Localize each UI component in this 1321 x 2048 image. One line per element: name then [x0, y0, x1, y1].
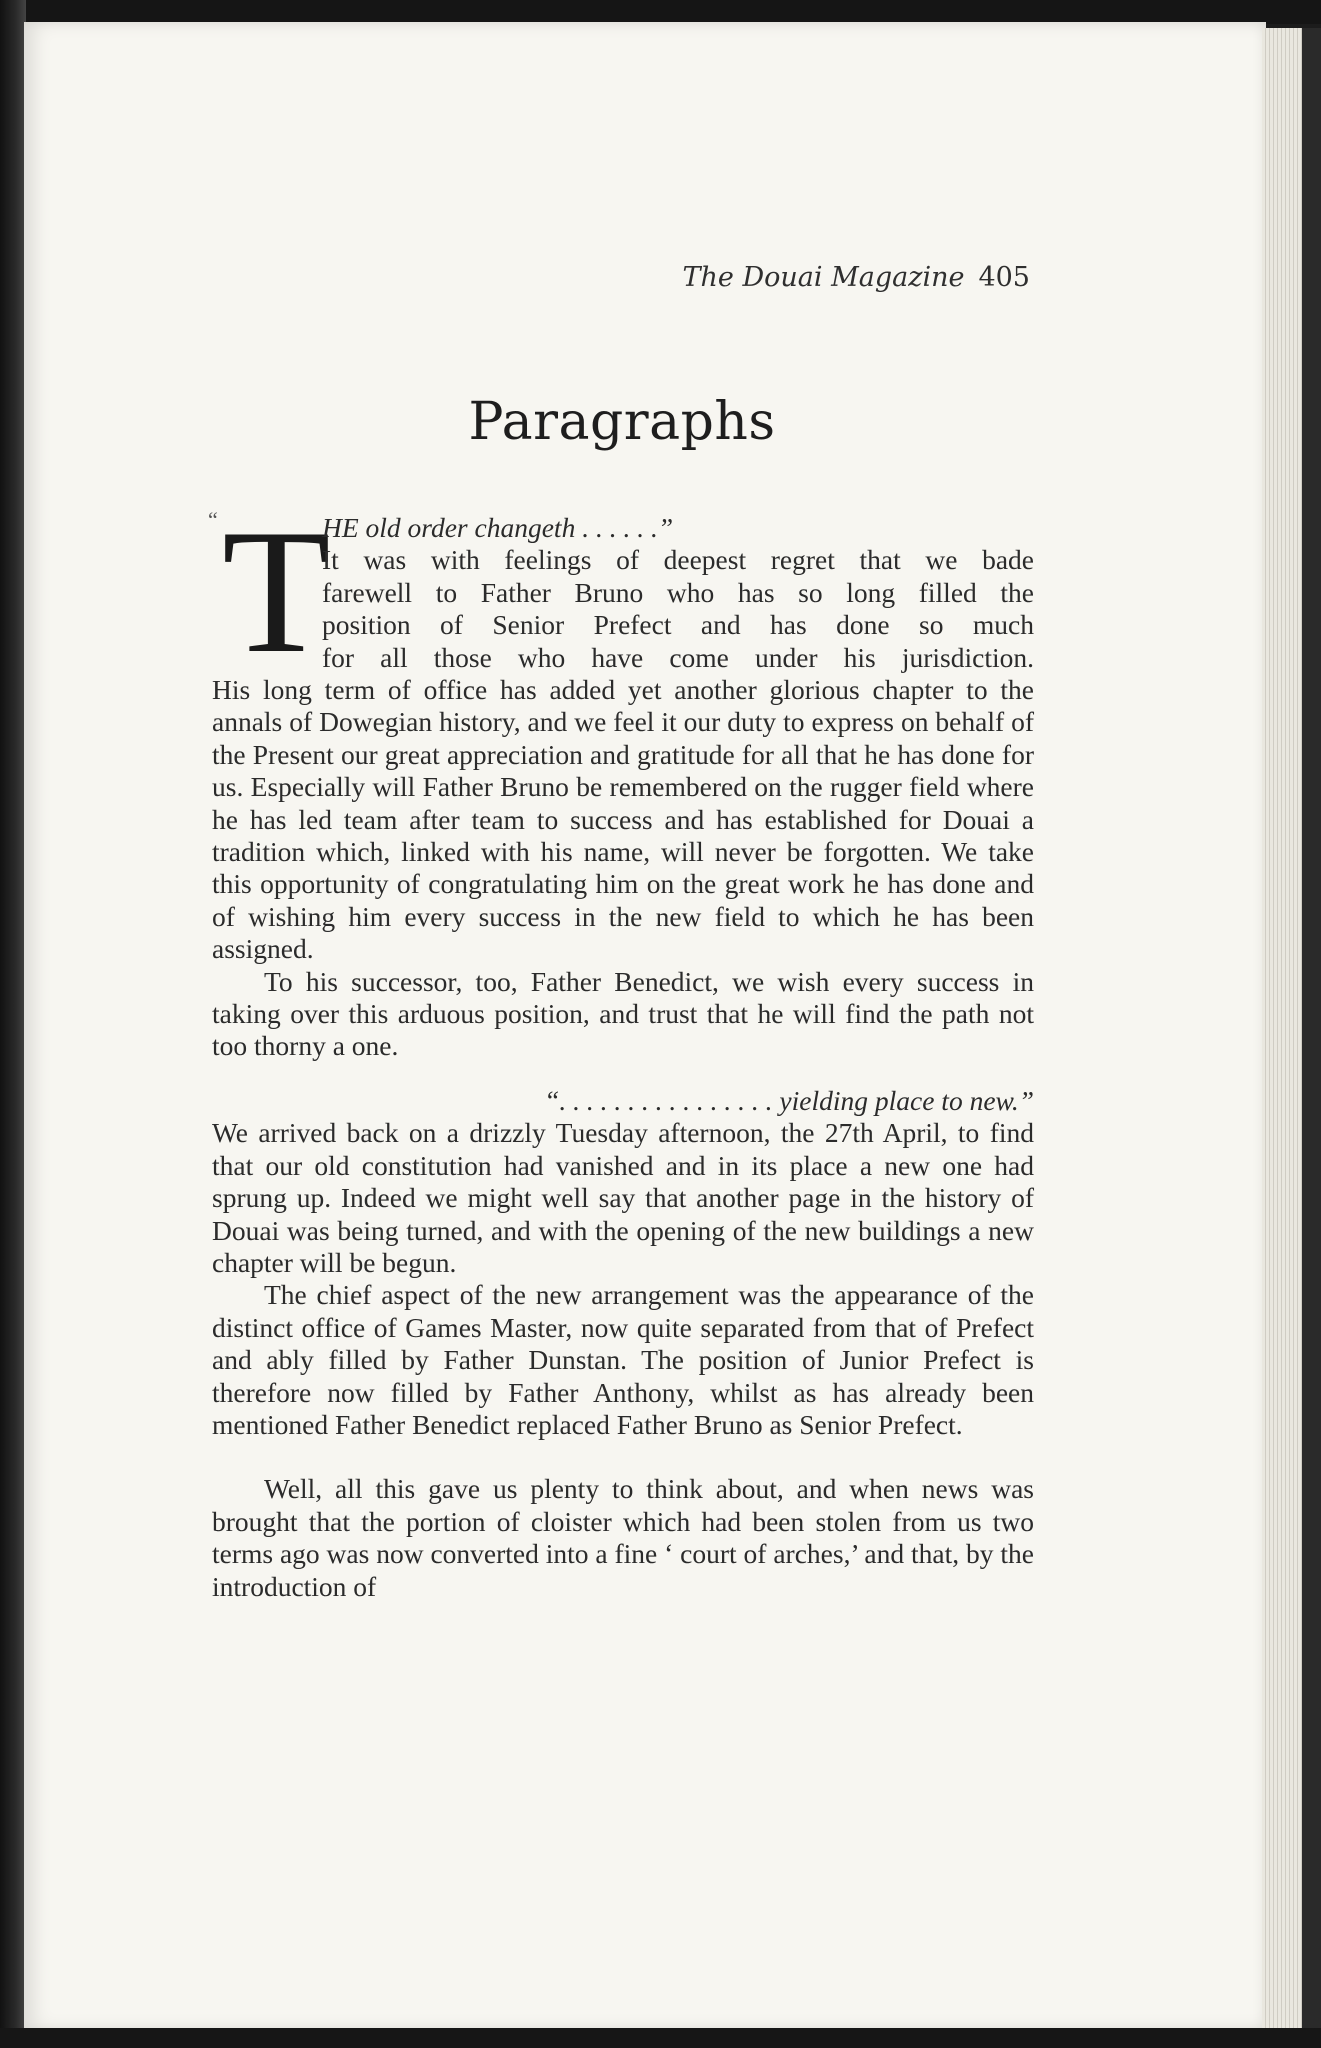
running-head [660, 262, 1030, 293]
page-title: Paragraphs [468, 392, 776, 452]
paragraph: To his successor, too, Father Benedict, we wish every success in taking over this arduous position, and trust that he will find the path not too thorny a one. [212, 965, 1034, 1062]
book-cover-edge [1302, 28, 1321, 2030]
article-body [208, 492, 1034, 1603]
drop-cap: T [222, 492, 331, 690]
paragraph: Well, all this gave us plenty to think about, and when news was brought that the portion of cloister which had been stolen from us two terms ago was now converted into a fine ‘ court of arches,’ and that, by the introduction of [212, 1473, 1034, 1602]
paragraph: The chief aspect of the new arrangement was the appearance of the distinct office of Games Master, now quite separated from that of Prefect and ably filled by Father Dunstan. The position of Junior Prefect is therefore now filled by Father Anthony, whilst as has already been mentioned Father Benedict replaced Father Bruno as Senior Prefect. [212, 1279, 1034, 1440]
dropcap-block [208, 492, 1034, 690]
dropcap-text-line: for all those who have come under his jurisdiction. [322, 641, 1034, 673]
page-number: 405 [978, 262, 1030, 293]
paragraph: We arrived back on a drizzly Tuesday afternoon, the 27th April, to find that our old constitution had vanished and in its place a new one had sprung up. Indeed we might well say that another page in the history of Douai was being turned, and with the opening of the new buildings a new chapter will be begun. [212, 1117, 1034, 1278]
dropcap-text-line: position of Senior Prefect and has done so much [322, 609, 1034, 641]
epigraph-line: HE old order changeth . . . . . .” [322, 512, 674, 543]
dropcap-lines [322, 512, 1034, 674]
section-gap [212, 1441, 1034, 1473]
book-top-edge [0, 0, 1321, 24]
paragraph: His long term of office has added yet another glorious chapter to the annals of Dowegian history, and we feel it our duty to express on behalf of the Present our great appreciation and gratitude for all that he has done for us. Especially will Father Bruno be remembered on the rugger field where he has led team after team to success and has established for Douai a tradition which, linked with his name, will never be forgotten. We take this opportunity of congratulating him on the great work he has done and of wishing him every success in the new field to which he has been assigned. [212, 674, 1034, 965]
book-bottom-edge [0, 2028, 1321, 2048]
epigraph-leader: “. . . . . . . . . . . . . . . . yielding place to new.” [544, 1084, 1034, 1116]
dropcap-text-line: farewell to Father Bruno who has so long filled the [322, 576, 1034, 608]
opening-quote-mark: “ [208, 507, 218, 532]
page-stack-edge [1262, 28, 1302, 2030]
dropcap-text-line: It was with feelings of deepest regret that we bade [322, 544, 1034, 576]
journal-title: The Douai Magazine [682, 262, 965, 293]
book-binding [0, 0, 26, 2048]
